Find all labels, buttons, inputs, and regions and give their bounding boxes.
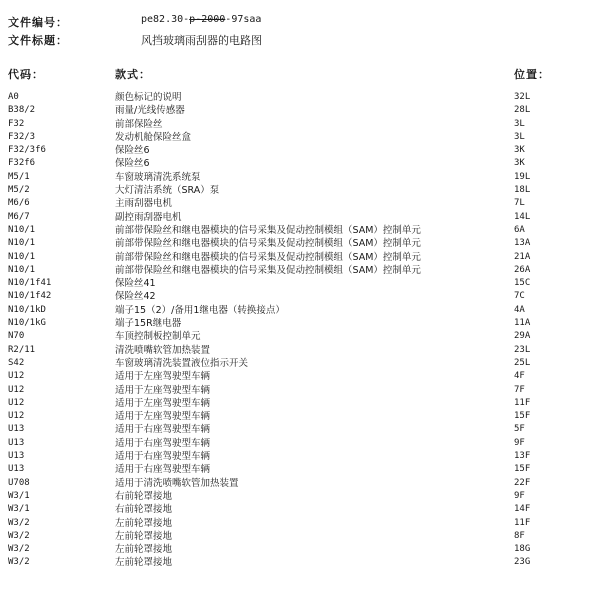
- table-row: [0, 211, 601, 224]
- table-row: [0, 317, 601, 330]
- row-position: 7F: [514, 384, 525, 395]
- row-description: 前部带保险丝和继电器模块的信号采集及促动控制模组（SAM）控制单元: [115, 264, 421, 276]
- table-row: [0, 171, 601, 184]
- row-description: 前部带保险丝和继电器模块的信号采集及促动控制模组（SAM）控制单元: [115, 238, 421, 250]
- row-description: 端子15（2）/备用1继电器（转换接点）: [115, 304, 285, 316]
- row-description: 右前轮罩接地: [115, 504, 173, 516]
- row-position: 11F: [514, 397, 531, 408]
- table-row: [0, 384, 601, 397]
- row-description: 保险丝6: [115, 145, 150, 157]
- row-position: 7C: [514, 291, 525, 302]
- row-position: 15F: [514, 464, 531, 475]
- row-description: 适用于左座驾驶型车辆: [115, 411, 211, 423]
- row-code: U13: [8, 451, 25, 462]
- row-description: 适用于左座驾驶型车辆: [115, 384, 211, 396]
- row-description: 发动机舱保险丝盒: [115, 131, 192, 143]
- row-position: 25L: [514, 357, 531, 368]
- row-description: 左前轮罩接地: [115, 557, 173, 569]
- component-list: [0, 91, 601, 570]
- doc-number-suffix: -97saa: [225, 14, 262, 25]
- row-position: 11A: [514, 318, 531, 329]
- doc-title: 风挡玻璃雨刮器的电路图: [141, 34, 262, 47]
- table-row: [0, 556, 601, 569]
- doc-title-label: 文件标题：: [8, 34, 68, 47]
- row-position: 32L: [514, 92, 531, 102]
- table-row: [0, 237, 601, 250]
- row-position: 18L: [514, 185, 531, 196]
- row-description: 适用于左座驾驶型车辆: [115, 397, 211, 409]
- row-description: 适用于清洗喷嘴软管加热装置: [115, 477, 239, 489]
- row-code: U12: [8, 384, 25, 395]
- row-code: B38/2: [8, 105, 36, 116]
- row-position: 9F: [514, 437, 525, 448]
- row-code: R2/11: [8, 344, 36, 355]
- table-row: [0, 290, 601, 303]
- table-row: [0, 490, 601, 503]
- table-row: [0, 264, 601, 277]
- row-code: F32/3f6: [8, 145, 46, 156]
- row-position: 11F: [514, 517, 531, 528]
- table-row: [0, 543, 601, 556]
- row-description: 端子15R继电器: [115, 318, 182, 330]
- doc-number-label: 文件编号：: [8, 16, 68, 29]
- row-position: 13A: [514, 238, 531, 249]
- row-position: 9F: [514, 490, 525, 501]
- row-code: N70: [8, 331, 25, 342]
- table-row: [0, 277, 601, 290]
- row-description: 适用于右座驾驶型车辆: [115, 437, 211, 449]
- row-description: 适用于左座驾驶型车辆: [115, 371, 211, 383]
- row-code: W3/2: [8, 544, 30, 555]
- table-row: [0, 463, 601, 476]
- table-row: [0, 118, 601, 131]
- row-position: 15C: [514, 278, 531, 289]
- row-code: M5/2: [8, 185, 30, 196]
- row-description: 保险丝42: [115, 291, 156, 303]
- doc-number-struck: p-2000: [189, 14, 226, 25]
- row-description: 适用于右座驾驶型车辆: [115, 424, 211, 436]
- row-code: W3/1: [8, 490, 30, 501]
- row-description: 清洗喷嘴软管加热装置: [115, 344, 211, 356]
- row-code: F32/3: [8, 131, 36, 142]
- row-position: 8F: [514, 530, 525, 541]
- table-row: [0, 423, 601, 436]
- table-row: [0, 144, 601, 157]
- row-description: 适用于右座驾驶型车辆: [115, 464, 211, 476]
- row-description: 车顶控制板控制单元: [115, 331, 201, 343]
- row-position: 22F: [514, 477, 531, 488]
- row-description: 大灯清洁系统（SRA）泵: [115, 185, 220, 197]
- table-row: [0, 304, 601, 317]
- row-code: A0: [8, 92, 19, 102]
- row-position: 6A: [514, 224, 525, 235]
- row-description: 车窗玻璃清洗系统泵: [115, 171, 201, 183]
- row-code: U12: [8, 371, 25, 382]
- row-code: U708: [8, 477, 30, 488]
- table-row: [0, 370, 601, 383]
- row-code: N10/1kD: [8, 304, 46, 315]
- table-row: [0, 450, 601, 463]
- table-row: [0, 344, 601, 357]
- row-code: W3/2: [8, 530, 30, 541]
- row-position: 3K: [514, 158, 525, 169]
- header-code: 代码：: [8, 68, 44, 81]
- row-description: 左前轮罩接地: [115, 530, 173, 542]
- row-position: 21A: [514, 251, 531, 262]
- row-code: M6/6: [8, 198, 30, 209]
- row-position: 23G: [514, 557, 531, 568]
- row-code: N10/1: [8, 238, 36, 249]
- row-position: 26A: [514, 264, 531, 275]
- row-code: N10/1f42: [8, 291, 52, 302]
- row-description: 左前轮罩接地: [115, 544, 173, 556]
- row-position: 4F: [514, 371, 525, 382]
- row-code: W3/2: [8, 517, 30, 528]
- row-code: N10/1f41: [8, 278, 52, 289]
- table-row: [0, 131, 601, 144]
- table-row: [0, 197, 601, 210]
- row-description: 前部带保险丝和继电器模块的信号采集及促动控制模组（SAM）控制单元: [115, 251, 421, 263]
- row-description: 副控雨刮器电机: [115, 211, 182, 223]
- row-description: 颜色标记的说明: [115, 92, 182, 103]
- row-position: 23L: [514, 344, 531, 355]
- row-code: N10/1: [8, 251, 36, 262]
- table-row: [0, 503, 601, 516]
- row-code: U13: [8, 424, 25, 435]
- row-description: 右前轮罩接地: [115, 490, 173, 502]
- table-row: [0, 184, 601, 197]
- doc-number-prefix: pe82.30-: [141, 14, 190, 25]
- row-code: W3/1: [8, 504, 30, 515]
- row-description: 前部带保险丝和继电器模块的信号采集及促动控制模组（SAM）控制单元: [115, 224, 421, 236]
- row-code: W3/2: [8, 557, 30, 568]
- row-position: 14L: [514, 211, 531, 222]
- row-position: 28L: [514, 105, 531, 116]
- row-code: N10/1: [8, 224, 36, 235]
- row-description: 保险丝6: [115, 158, 150, 170]
- row-position: 3L: [514, 131, 525, 142]
- row-position: 3K: [514, 145, 525, 156]
- row-code: U13: [8, 464, 25, 475]
- row-code: M6/7: [8, 211, 30, 222]
- row-code: U12: [8, 411, 25, 422]
- table-row: [0, 357, 601, 370]
- row-description: 前部保险丝: [115, 118, 163, 130]
- row-description: 适用于右座驾驶型车辆: [115, 451, 211, 463]
- row-description: 主雨刮器电机: [115, 198, 173, 210]
- table-row: [0, 104, 601, 117]
- table-row: [0, 91, 601, 104]
- row-code: F32: [8, 118, 25, 129]
- table-row: [0, 517, 601, 530]
- row-code: F32f6: [8, 158, 36, 169]
- row-position: 5F: [514, 424, 525, 435]
- row-position: 14F: [514, 504, 531, 515]
- doc-number-value: [141, 14, 261, 25]
- row-code: N10/1kG: [8, 318, 46, 329]
- row-position: 4A: [514, 304, 525, 315]
- table-row: [0, 410, 601, 423]
- row-code: U13: [8, 437, 25, 448]
- table-row: [0, 224, 601, 237]
- row-position: 19L: [514, 171, 531, 182]
- row-code: N10/1: [8, 264, 36, 275]
- row-description: 雨量/光线传感器: [115, 105, 185, 117]
- header-position: 位置：: [514, 68, 550, 81]
- row-description: 车窗玻璃清洗装置液位指示开关: [115, 357, 249, 369]
- row-position: 15F: [514, 411, 531, 422]
- table-row: [0, 530, 601, 543]
- table-row: [0, 330, 601, 343]
- row-description: 保险丝41: [115, 278, 156, 290]
- header-description: 款式：: [115, 68, 151, 81]
- table-row: [0, 477, 601, 490]
- row-position: 7L: [514, 198, 525, 209]
- table-row: [0, 157, 601, 170]
- row-position: 18G: [514, 544, 531, 555]
- row-position: 29A: [514, 331, 531, 342]
- row-code: S42: [8, 357, 25, 368]
- row-position: 3L: [514, 118, 525, 129]
- table-row: [0, 251, 601, 264]
- table-row: [0, 397, 601, 410]
- row-position: 13F: [514, 451, 531, 462]
- table-row: [0, 437, 601, 450]
- row-code: U12: [8, 397, 25, 408]
- row-description: 左前轮罩接地: [115, 517, 173, 529]
- row-code: M5/1: [8, 171, 30, 182]
